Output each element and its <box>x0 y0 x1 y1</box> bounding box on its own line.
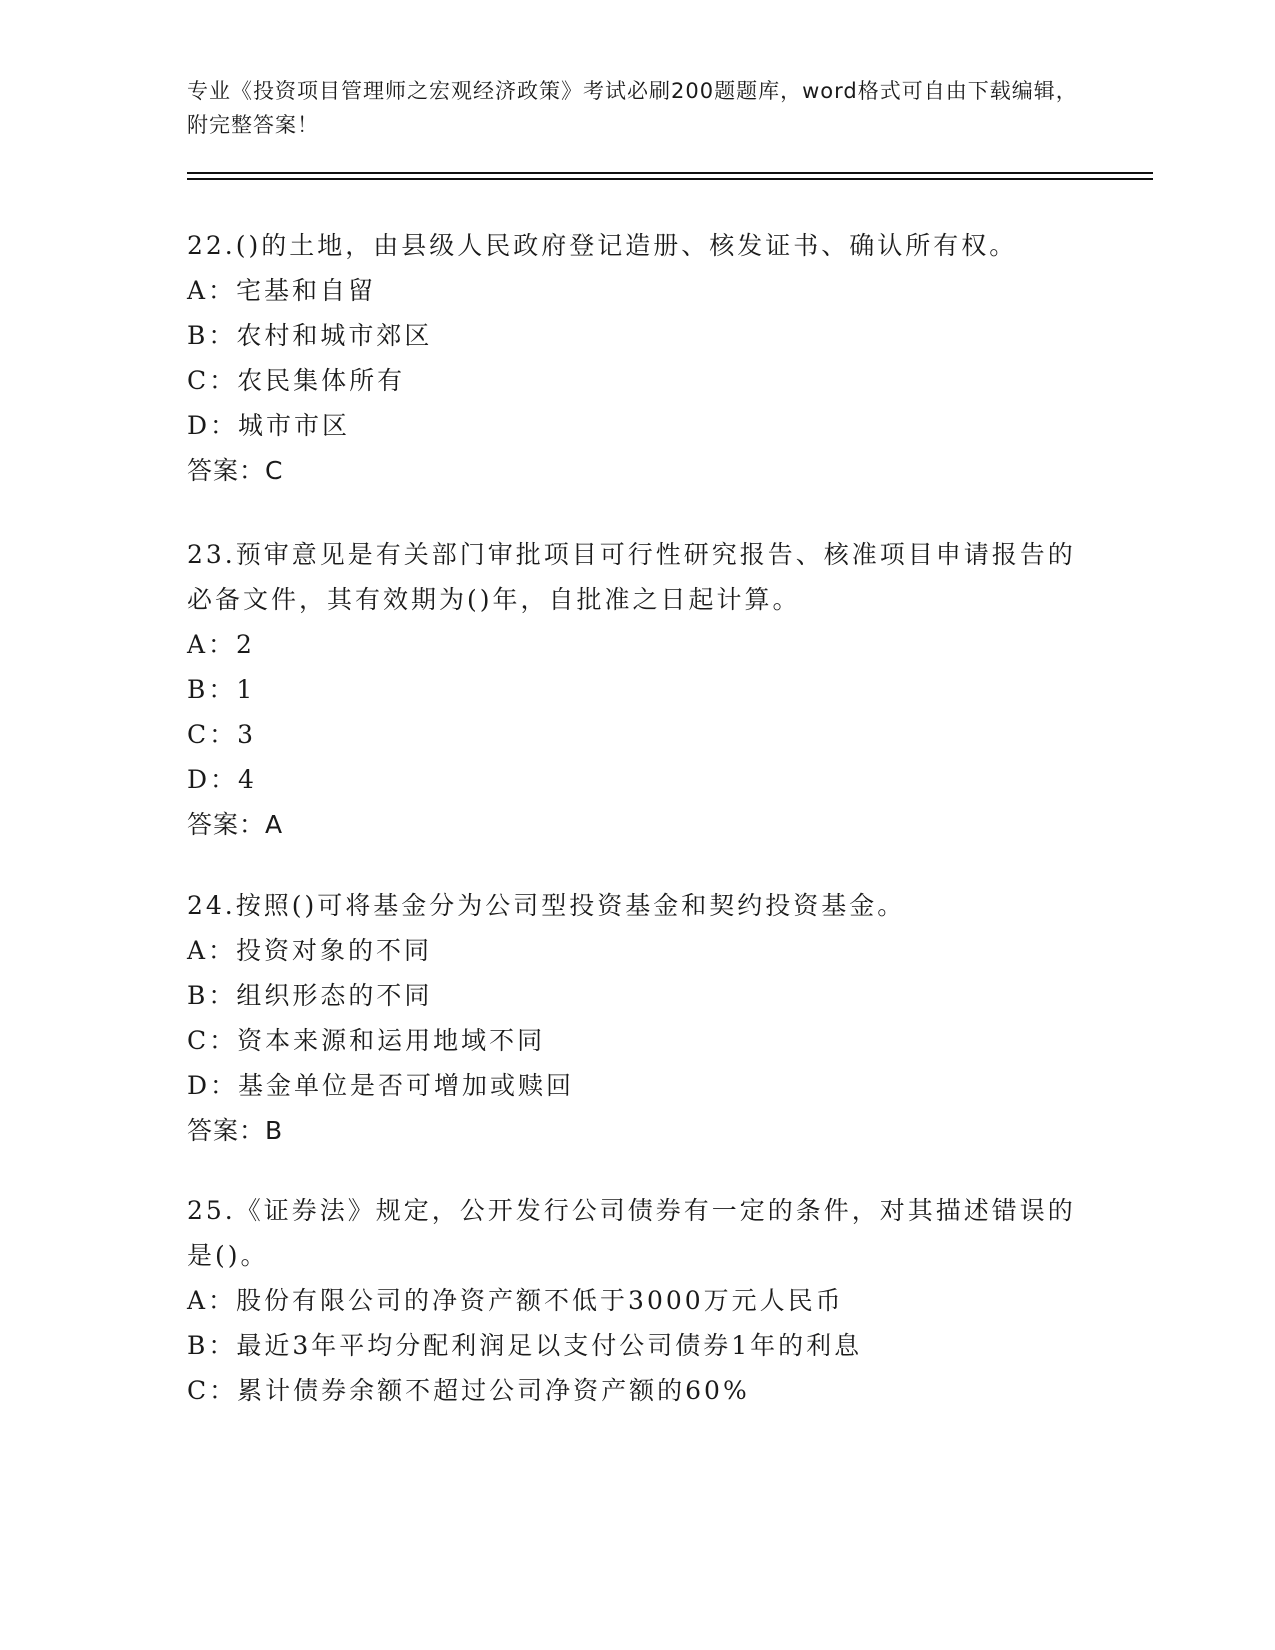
answer: 答案：B <box>187 1116 284 1145</box>
option-c: C：农民集体所有 <box>187 366 406 395</box>
question-25 <box>187 1188 1087 1413</box>
answer: 答案：C <box>187 456 284 485</box>
option-d: D：4 <box>187 765 257 794</box>
option-a: A：投资对象的不同 <box>187 936 433 965</box>
question-stem: 23.预审意见是有关部门审批项目可行性研究报告、核准项目申请报告的必备文件，其有效期为()年，自批准之日起计算。 <box>187 540 1076 614</box>
question-stem: 22.()的土地，由县级人民政府登记造册、核发证书、确认所有权。 <box>187 231 1018 260</box>
option-c: C：3 <box>187 720 257 749</box>
option-a: A：2 <box>187 630 255 659</box>
option-c: C：资本来源和运用地域不同 <box>187 1026 546 1055</box>
option-d: D：城市市区 <box>187 411 351 440</box>
question-23 <box>187 532 1087 848</box>
option-b: B：农村和城市郊区 <box>187 321 433 350</box>
option-d: D：基金单位是否可增加或赎回 <box>187 1071 575 1100</box>
option-a: A：股份有限公司的净资产额不低于3000万元人民币 <box>187 1286 844 1315</box>
answer: 答案：A <box>187 810 284 839</box>
option-b: B：1 <box>187 675 256 704</box>
document-header <box>187 74 1087 142</box>
question-24 <box>187 883 1087 1154</box>
header-rule-top <box>187 172 1153 174</box>
option-a: A：宅基和自留 <box>187 276 377 305</box>
option-b: B：组织形态的不同 <box>187 981 433 1010</box>
question-stem: 25.《证券法》规定，公开发行公司债券有一定的条件，对其描述错误的是()。 <box>187 1196 1076 1270</box>
header-rule-bottom <box>187 178 1153 180</box>
question-stem: 24.按照()可将基金分为公司型投资基金和契约投资基金。 <box>187 891 906 920</box>
option-c: C：累计债券余额不超过公司净资产额的60% <box>187 1376 750 1405</box>
option-b: B：最近3年平均分配利润足以支付公司债券1年的利息 <box>187 1331 863 1360</box>
question-22 <box>187 223 1087 494</box>
header-text: 专业《投资项目管理师之宏观经济政策》考试必刷200题题库，word格式可自由下载编辑，附完整答案！ <box>187 79 1078 137</box>
